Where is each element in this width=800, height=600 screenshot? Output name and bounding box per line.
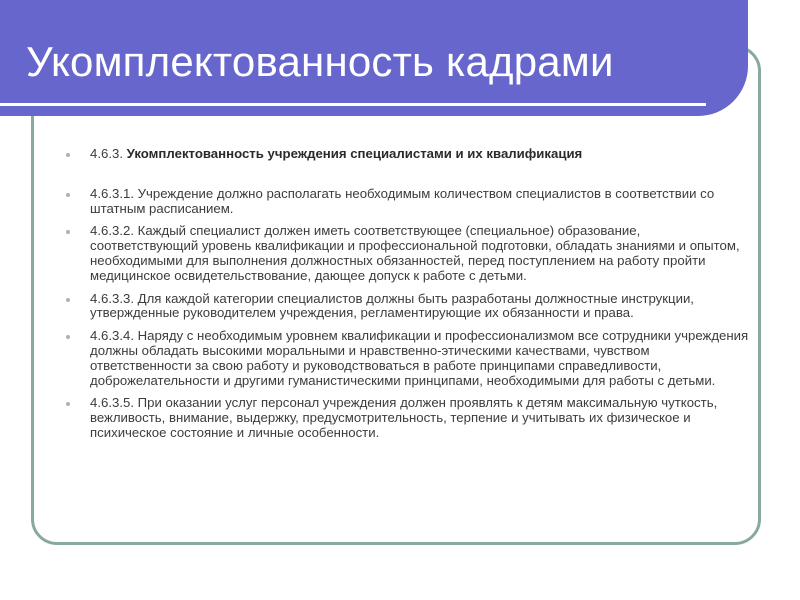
bullet-icon (66, 402, 70, 406)
bullet-list (64, 147, 749, 441)
slide-content (64, 147, 749, 449)
slide-title: Укомплектованность кадрами (26, 38, 614, 85)
list-item (64, 187, 749, 217)
list-item (64, 329, 749, 388)
title-underline (0, 103, 706, 106)
title-bar (0, 0, 748, 116)
bullet-icon (66, 230, 70, 234)
list-item (64, 396, 749, 440)
list-item-text: 4.6.3.1. Учреждение должно располагать необходимым количеством специалистов в соответствии со штатным расписанием. (90, 185, 715, 216)
item-number: 4.6.3. (90, 146, 123, 161)
bullet-icon (66, 193, 70, 197)
list-item (64, 292, 749, 322)
bullet-icon (66, 298, 70, 302)
list-item-text (90, 147, 749, 162)
bullet-icon (66, 335, 70, 339)
list-item (64, 147, 749, 162)
list-item-text: 4.6.3.2. Каждый специалист должен иметь соответствующее (специальное) образование, соответствующий уровень квалификации и профессиональной подготовки, обладать знаниями и опытом, необходимыми для выполнения должностных обязанностей, перед поступлением на работу пройти медицинское освидетельствование, дающее допуск к работе с детьми. (90, 223, 740, 283)
list-item-text: 4.6.3.4. Наряду с необходимым уровнем квалификации и профессионализмом все сотрудники учреждения должны обладать высокими моральными и нравственно-этическими качествами, чувством ответственности за свою работу и руководствоваться в работе принципами справедливости, доброжелательности и другими гуманистическими принципами, необходимыми для работы с детьми. (90, 328, 749, 388)
list-item-text: 4.6.3.5. При оказании услуг персонал учреждения должен проявлять к детям максимальную чуткость, вежливость, внимание, выдержку, предусмотрительность, терпение и учитывать их физическое и психическое состояние и личные особенности. (90, 395, 718, 440)
list-item-text: 4.6.3.3. Для каждой категории специалистов должны быть разработаны должностные инструкции, утвержденные руководителем учреждения, регламентирующие их обязанности и права. (90, 290, 694, 321)
item-heading: Укомплектованность учреждения специалистами и их квалификация (126, 146, 583, 161)
bullet-icon (66, 153, 70, 157)
list-item (64, 224, 749, 283)
